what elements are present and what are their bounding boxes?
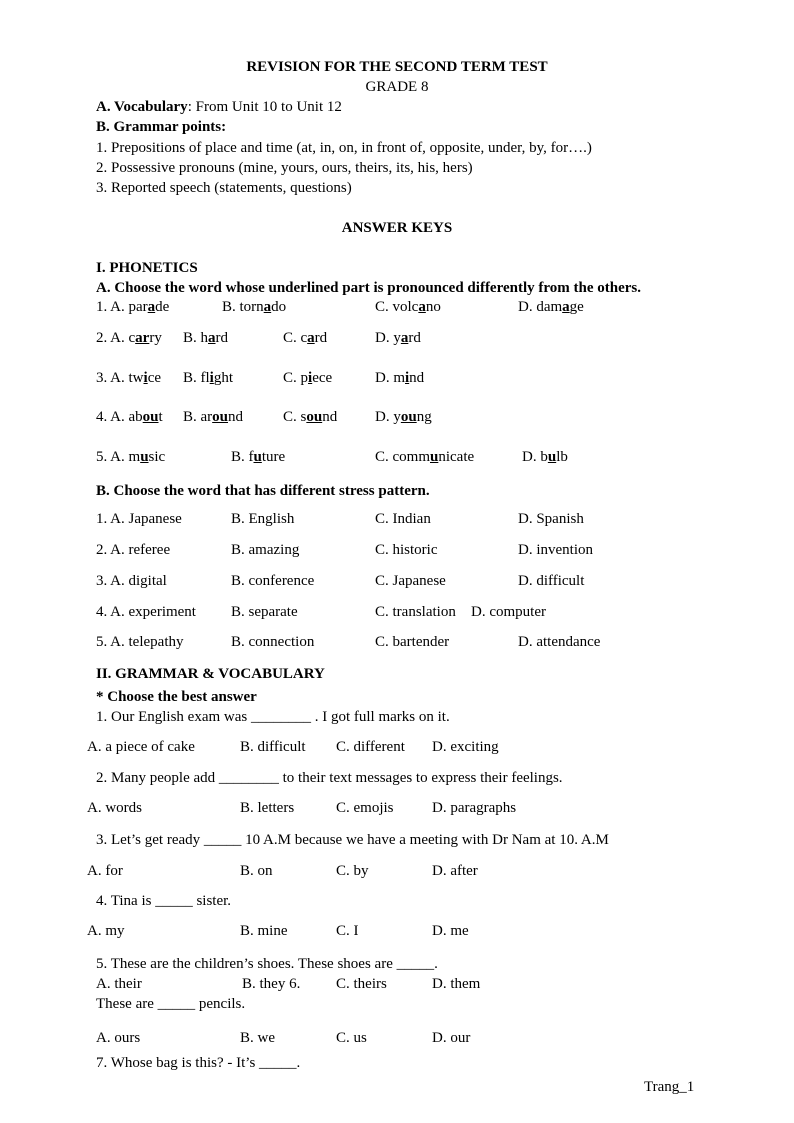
q3-option-b: B. on xyxy=(240,863,273,879)
q5-option-c: C. theirs xyxy=(336,976,387,992)
word-part: D. dam xyxy=(518,299,563,315)
q4-option-c: C. I xyxy=(336,923,359,939)
partb-q3-option-d: D. difficult xyxy=(518,573,585,589)
word-part: B. ar xyxy=(183,409,213,425)
grammar-points-label: B. Grammar points: xyxy=(96,119,227,135)
underlined-letters: ar xyxy=(135,330,150,346)
q6-option-d: D. our xyxy=(432,1030,471,1046)
question-5: 5. These are the children’s shoes. These shoes are _____. xyxy=(96,956,438,972)
word-part: nd xyxy=(409,370,425,386)
word-part: C. comm xyxy=(375,449,430,465)
grammar-heading: II. GRAMMAR & VOCABULARY xyxy=(96,666,325,682)
word-part: nicate xyxy=(438,449,475,465)
parta-q3-option-a xyxy=(96,368,161,388)
parta-q2-option-a xyxy=(96,328,162,348)
question-7: 7. Whose bag is this? - It’s _____. xyxy=(96,1055,301,1071)
grammar-subheading: * Choose the best answer xyxy=(96,689,257,705)
vocab-label: A. Vocabulary xyxy=(96,99,188,115)
partb-q3-option-c: C. Japanese xyxy=(375,573,446,589)
parta-q5-option-d xyxy=(522,447,568,467)
word-part: ece xyxy=(312,370,333,386)
phonetics-part-a-instruction: A. Choose the word whose underlined part is pronounced differently from the others. xyxy=(96,280,642,296)
q3-option-a: A. for xyxy=(87,863,123,879)
q2-option-c: C. emojis xyxy=(336,800,394,816)
underlined-letters: u xyxy=(547,449,557,465)
parta-q1-option-c xyxy=(375,297,441,317)
word-part: B. fl xyxy=(183,370,210,386)
word-part: nd xyxy=(322,409,338,425)
phonetics-part-b-instruction: B. Choose the word that has different stress pattern. xyxy=(96,483,430,499)
q1-option-d: D. exciting xyxy=(432,739,499,755)
q6-option-b: B. we xyxy=(240,1030,275,1046)
word-part: B. h xyxy=(183,330,209,346)
partb-q1-option-d: D. Spanish xyxy=(518,511,584,527)
underlined-letters: a xyxy=(307,330,315,346)
q6-option-c: C. us xyxy=(336,1030,367,1046)
underlined-letters: i xyxy=(209,370,214,386)
partb-q2-option-d: D. invention xyxy=(518,542,593,558)
partb-q4-option-d: D. computer xyxy=(471,604,546,620)
question-6: These are _____ pencils. xyxy=(96,996,246,1012)
q1-option-a: A. a piece of cake xyxy=(87,739,195,755)
parta-q1-option-b xyxy=(222,297,286,317)
word-part: rd xyxy=(215,330,229,346)
q2-option-b: B. letters xyxy=(240,800,295,816)
word-part: nd xyxy=(228,409,244,425)
q4-option-b: B. mine xyxy=(240,923,288,939)
parta-q1-option-d xyxy=(518,297,584,317)
word-part: D. m xyxy=(375,370,405,386)
question-3: 3. Let’s get ready _____ 10 A.M because we have a meeting with Dr Nam at 10. A.M xyxy=(96,832,609,848)
partb-q2-option-c: C. historic xyxy=(375,542,438,558)
vocab-line xyxy=(96,97,342,117)
partb-q5-option-c: C. bartender xyxy=(375,634,450,650)
parta-q2-option-b xyxy=(183,328,228,348)
q6-option-a: A. ours xyxy=(96,1030,141,1046)
parta-q2-option-d xyxy=(375,328,421,348)
partb-q5-option-b: B. connection xyxy=(231,634,315,650)
underlined-letters: a xyxy=(208,330,216,346)
partb-q2-option-b: B. amazing xyxy=(231,542,300,558)
underlined-letters: u xyxy=(140,449,149,465)
word-part: C. s xyxy=(283,409,307,425)
word-part: ry xyxy=(149,330,162,346)
word-part: C. p xyxy=(283,370,309,386)
question-1: 1. Our English exam was ________ . I got full marks on it. xyxy=(96,709,450,725)
parta-q4-option-c xyxy=(283,407,337,427)
word-part: do xyxy=(271,299,287,315)
underlined-letters: i xyxy=(405,370,410,386)
partb-q1-option-c: C. Indian xyxy=(375,511,431,527)
q4-option-d: D. me xyxy=(432,923,469,939)
underlined-letters: a xyxy=(263,299,272,315)
partb-q1-option-a: 1. A. Japanese xyxy=(96,511,182,527)
word-part: B. torn xyxy=(222,299,264,315)
word-part: D. b xyxy=(522,449,548,465)
word-part: 4. A. ab xyxy=(96,409,143,425)
partb-q4-option-a: 4. A. experiment xyxy=(96,604,196,620)
q5-option-d: D. them xyxy=(432,976,481,992)
word-part: no xyxy=(425,299,441,315)
word-part: ture xyxy=(261,449,286,465)
word-part: lb xyxy=(556,449,568,465)
underlined-letters: ou xyxy=(400,409,417,425)
word-part: rd xyxy=(408,330,421,346)
word-part: C. c xyxy=(283,330,308,346)
parta-q1-option-a xyxy=(96,297,169,317)
underlined-letters: a xyxy=(562,299,570,315)
question-2: 2. Many people add ________ to their text messages to express their feelings. xyxy=(96,770,563,786)
parta-q3-option-c xyxy=(283,368,332,388)
word-part: 1. A. par xyxy=(96,299,148,315)
parta-q2-option-c xyxy=(283,328,327,348)
partb-q3-option-b: B. conference xyxy=(231,573,315,589)
parta-q5-option-b xyxy=(231,447,285,467)
word-part: ght xyxy=(213,370,234,386)
underlined-letters: u xyxy=(430,449,439,465)
word-part: B. f xyxy=(231,449,254,465)
underlined-letters: a xyxy=(400,330,409,346)
grammar-point-3: 3. Reported speech (statements, questions) xyxy=(96,180,352,196)
q2-option-a: A. words xyxy=(87,800,142,816)
word-part: ce xyxy=(147,370,162,386)
word-part: D. y xyxy=(375,409,401,425)
q1-option-c: C. different xyxy=(336,739,405,755)
parta-q4-option-a xyxy=(96,407,163,427)
q4-option-a: A. my xyxy=(87,923,125,939)
word-part: t xyxy=(158,409,163,425)
q1-option-b: B. difficult xyxy=(240,739,306,755)
word-part: 2. A. c xyxy=(96,330,136,346)
parta-q5-option-a xyxy=(96,447,165,467)
underlined-letters: a xyxy=(147,299,156,315)
underlined-letters: i xyxy=(143,370,148,386)
word-part: D. y xyxy=(375,330,401,346)
answer-keys-heading: ANSWER KEYS xyxy=(341,220,453,236)
parta-q3-option-b xyxy=(183,368,233,388)
word-part: 3. A. tw xyxy=(96,370,144,386)
partb-q5-option-d: D. attendance xyxy=(518,634,601,650)
word-part: rd xyxy=(314,330,328,346)
partb-q1-option-b: B. English xyxy=(231,511,295,527)
q3-option-d: D. after xyxy=(432,863,478,879)
parta-q3-option-d xyxy=(375,368,424,388)
partb-q2-option-a: 2. A. referee xyxy=(96,542,171,558)
word-part: ge xyxy=(569,299,584,315)
vocab-text: : From Unit 10 to Unit 12 xyxy=(187,99,342,115)
word-part: C. volc xyxy=(375,299,419,315)
underlined-letters: a xyxy=(418,299,426,315)
underlined-letters: ou xyxy=(306,409,323,425)
grammar-point-1: 1. Prepositions of place and time (at, in, on, in front of, opposite, under, by, for….) xyxy=(96,140,592,156)
phonetics-heading: I. PHONETICS xyxy=(96,260,198,276)
page-number: Trang_1 xyxy=(644,1079,695,1095)
word-part: 5. A. m xyxy=(96,449,141,465)
word-part: ng xyxy=(416,409,432,425)
parta-q4-option-d xyxy=(375,407,432,427)
q5-option-b: B. they 6. xyxy=(242,976,301,992)
q5-option-a: A. their xyxy=(96,976,142,992)
underlined-letters: i xyxy=(308,370,313,386)
question-4: 4. Tina is _____ sister. xyxy=(96,893,232,909)
q2-option-d: D. paragraphs xyxy=(432,800,517,816)
underlined-letters: u xyxy=(253,449,262,465)
partb-q3-option-a: 3. A. digital xyxy=(96,573,167,589)
partb-q4-option-b: B. separate xyxy=(231,604,298,620)
doc-title: REVISION FOR THE SECOND TERM TEST xyxy=(246,59,548,75)
grammar-point-2: 2. Possessive pronouns (mine, yours, ours, theirs, its, his, hers) xyxy=(96,160,473,176)
underlined-letters: ou xyxy=(142,409,159,425)
partb-q4-option-c: C. translation xyxy=(375,604,456,620)
word-part: sic xyxy=(148,449,166,465)
word-part: de xyxy=(155,299,170,315)
parta-q4-option-b xyxy=(183,407,243,427)
q3-option-c: C. by xyxy=(336,863,369,879)
partb-q5-option-a: 5. A. telepathy xyxy=(96,634,184,650)
parta-q5-option-c xyxy=(375,447,474,467)
underlined-letters: ou xyxy=(212,409,229,425)
doc-grade: GRADE 8 xyxy=(365,79,429,95)
